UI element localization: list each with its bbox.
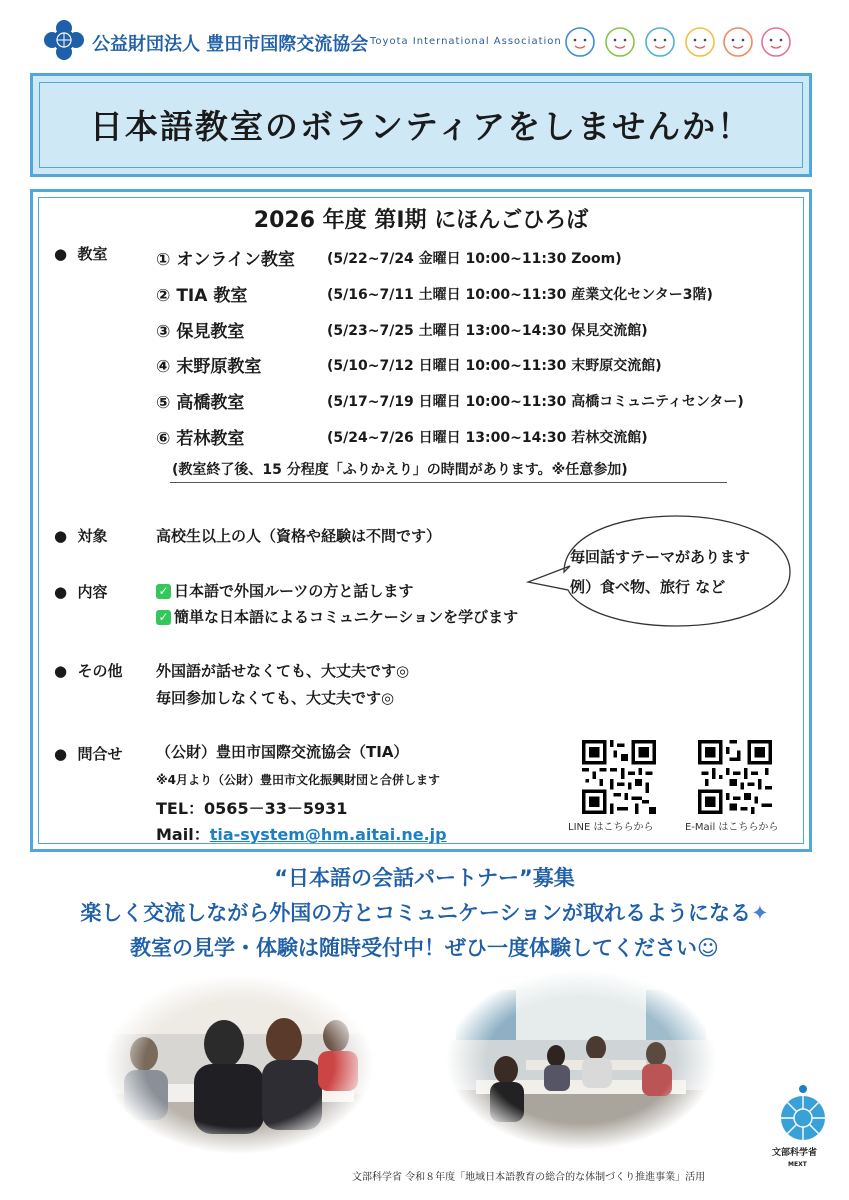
classroom-photo bbox=[446, 970, 716, 1150]
classroom-item: ⑥ 若林教室 bbox=[156, 429, 245, 449]
note-underline bbox=[170, 482, 727, 483]
classroom-item: ③ 保見教室 bbox=[156, 322, 245, 342]
bullet-icon: ● bbox=[54, 662, 68, 680]
target-label: ● 対象 bbox=[54, 527, 108, 545]
check-box-icon: ✓ bbox=[156, 610, 171, 625]
contact-org: （公財）豊田市国際交流協会（TIA） bbox=[156, 743, 409, 761]
other-text: 毎回参加しなくても、大丈夫です◎ bbox=[156, 689, 395, 707]
contact-label: ● 問合せ bbox=[54, 745, 123, 763]
classroom-item: ⑤ 高橋教室 bbox=[156, 393, 245, 413]
content-label: ● 内容 bbox=[54, 583, 108, 601]
classroom-item: ④ 末野原教室 bbox=[156, 357, 262, 377]
classroom-item: ② TIA 教室 bbox=[156, 286, 248, 306]
line-qr-caption: LINE はこちらから bbox=[568, 822, 654, 833]
sparkles-icon: ✦ bbox=[751, 901, 769, 925]
bubble-text: 毎回話すテーマがあります bbox=[570, 548, 751, 566]
classroom-schedule: (5/23~7/25 土曜日 13:00~14:30 保見交流館) bbox=[327, 323, 648, 339]
bullet-icon: ● bbox=[54, 527, 68, 545]
smiling-face-icon: ☺ bbox=[697, 936, 719, 960]
classroom-schedule: (5/17~7/19 日曜日 10:00~11:30 高橋コミュニティセンター) bbox=[327, 394, 744, 410]
email-qr-caption: E-Mail はこちらから bbox=[685, 822, 779, 833]
line-qr-code[interactable] bbox=[582, 740, 656, 814]
classroom-item: ① オンライン教室 bbox=[156, 250, 295, 270]
program-title: 2026 年度 第Ⅰ期 にほんごひろば bbox=[253, 208, 589, 233]
mext-name-en: MEXT bbox=[788, 1161, 807, 1168]
classroom-schedule: (5/22~7/24 金曜日 10:00~11:30 Zoom) bbox=[327, 251, 622, 267]
content-item: ✓ 日本語で外国ルーツの方と話します bbox=[156, 580, 413, 601]
classroom-photo bbox=[104, 974, 374, 1154]
bullet-icon: ● bbox=[54, 583, 68, 601]
footer-note: 文部科学省 令和８年度「地域日本語教育の総合的な体制づくり推進事業」活用 bbox=[352, 1172, 706, 1183]
speech-bubble bbox=[526, 512, 796, 630]
classroom-schedule: (5/16~7/11 土曜日 10:00~11:30 産業文化センター3階) bbox=[327, 287, 713, 303]
other-label: ● その他 bbox=[54, 662, 123, 680]
organization-name-en: Toyota International Association bbox=[370, 36, 562, 47]
other-text: 外国語が話せなくても、大丈夫です◎ bbox=[156, 662, 410, 680]
mext-logo-icon bbox=[778, 1084, 828, 1144]
tia-logo-icon bbox=[44, 20, 84, 60]
promo-line: 楽しく交流しながら外国の方とコミュニケーションが取れるようになる✦ bbox=[80, 901, 769, 925]
reflection-note: (教室終了後、15 分程度「ふりかえり」の時間があります。※任意参加) bbox=[172, 462, 628, 478]
classroom-label: ● 教室 bbox=[54, 245, 108, 263]
email-qr-code[interactable] bbox=[698, 740, 772, 814]
bullet-icon: ● bbox=[54, 745, 68, 763]
children-faces-illustration bbox=[562, 24, 794, 60]
classroom-schedule: (5/10~7/12 日曜日 10:00~11:30 末野原交流館) bbox=[327, 358, 662, 374]
contact-tel: TEL：0565－33－5931 bbox=[156, 799, 348, 818]
merger-note: ※4月より（公財）豊田市文化振興財団と合併します bbox=[156, 773, 441, 787]
organization-name: 公益財団法人 豊田市国際交流協会 bbox=[92, 34, 369, 55]
content-item: ✓ 簡単な日本語によるコミュニケーションを学びます bbox=[156, 606, 518, 627]
recruit-heading: “日本語の会話パートナー”募集 bbox=[274, 866, 575, 890]
contact-mail: Mail：tia-system@hm.aitai.ne.jp bbox=[156, 825, 447, 844]
page-title: 日本語教室のボランティアをしませんか！ bbox=[89, 107, 753, 146]
target-text: 高校生以上の人（資格や経験は不問です） bbox=[156, 527, 442, 545]
bullet-icon: ● bbox=[54, 245, 68, 263]
promo-line: 教室の見学・体験は随時受付中！ぜひ一度体験してください☺ bbox=[130, 936, 719, 960]
email-link[interactable]: tia-system@hm.aitai.ne.jp bbox=[209, 825, 447, 844]
mext-name: 文部科学省 bbox=[772, 1148, 818, 1158]
classroom-schedule: (5/24~7/26 日曜日 13:00~14:30 若林交流館) bbox=[327, 430, 648, 446]
bubble-text: 例）食べ物、旅行 など bbox=[570, 578, 726, 596]
check-box-icon: ✓ bbox=[156, 584, 171, 599]
